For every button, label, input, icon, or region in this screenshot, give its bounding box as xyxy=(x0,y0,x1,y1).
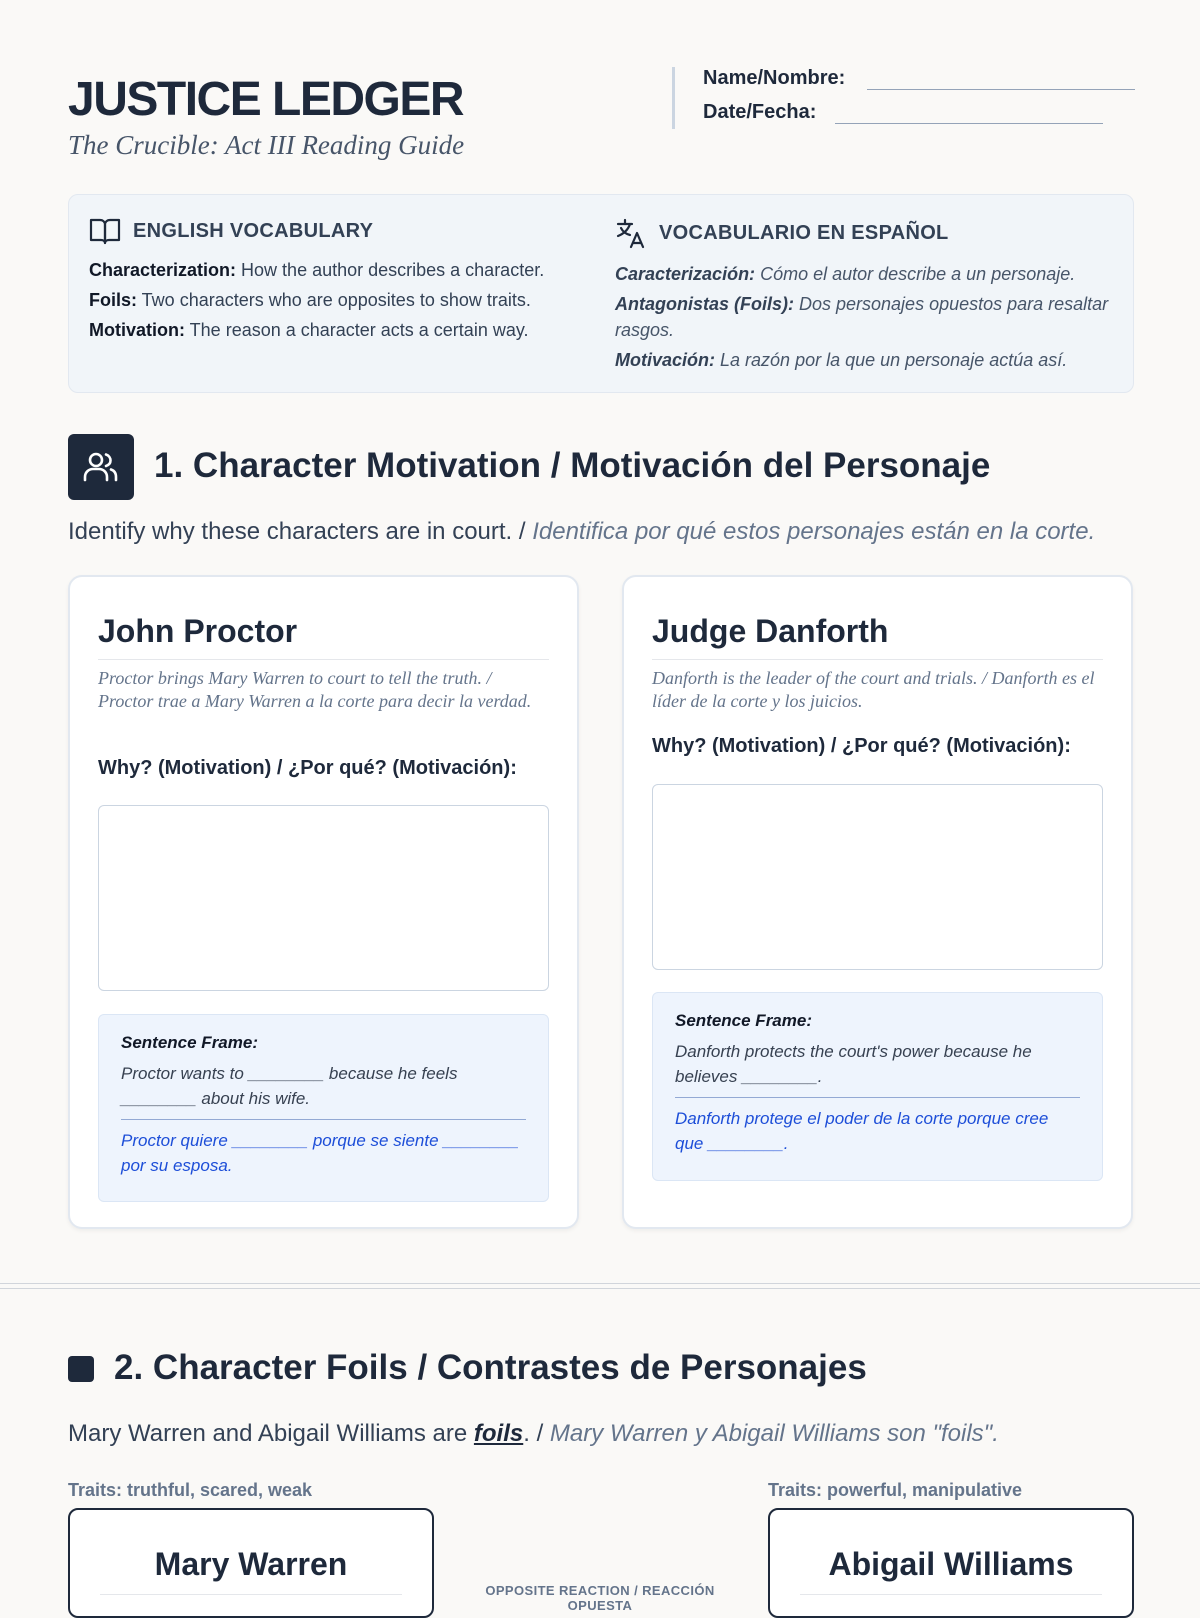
square-icon xyxy=(68,1356,94,1382)
motivation-question: Why? (Motivation) / ¿Por qué? (Motivación): xyxy=(98,757,517,779)
date-line[interactable] xyxy=(835,123,1103,124)
vocab-es-item: Motivación: La razón por la que un personaje actúa así. xyxy=(615,350,1068,370)
vocab-es-item: Caracterización: Cómo el autor describe a un personaje. xyxy=(615,264,1076,284)
opposite-reaction-label: OPPOSITE REACTION / REACCIÓN OPUESTA xyxy=(485,1583,715,1613)
answer-box[interactable] xyxy=(98,805,549,991)
vocab-en-item: Foils: Two characters who are opposites to show traits. xyxy=(89,290,531,310)
book-icon xyxy=(89,217,121,245)
vocab-spanish-heading: VOCABULARIO EN ESPAÑOL xyxy=(615,217,1115,249)
users-icon xyxy=(81,447,121,487)
sentence-frame-label: Sentence Frame: xyxy=(121,1033,258,1052)
date-field[interactable] xyxy=(703,101,816,124)
traits-abigail: Traits: powerful, manipulative xyxy=(768,1480,1023,1500)
name-date-block xyxy=(672,67,1134,129)
name-field[interactable] xyxy=(703,67,845,90)
character-name: John Proctor xyxy=(98,613,298,649)
character-description: Danforth is the leader of the court and trials. / Danforth es el líder de la corte y los juicios. xyxy=(652,668,1095,711)
vocab-spanish xyxy=(615,217,1115,377)
foil-card-mary-warren xyxy=(68,1508,434,1618)
vocab-english xyxy=(89,217,579,347)
section1-badge xyxy=(68,434,134,500)
translate-icon xyxy=(615,217,647,249)
name-label: Name/Nombre: xyxy=(703,67,846,89)
vocabulary-box xyxy=(68,194,1134,393)
divider xyxy=(652,659,1103,660)
character-card-danforth xyxy=(622,575,1133,1229)
divider xyxy=(98,659,549,660)
page-subtitle: The Crucible: Act III Reading Guide xyxy=(68,130,465,160)
vocab-en-item: Characterization: How the author describes a character. xyxy=(89,260,545,280)
page-title: JUSTICE LEDGER xyxy=(68,73,464,126)
traits-mary: Traits: truthful, scared, weak xyxy=(68,1480,313,1500)
section1-instructions: Identify why these characters are in court. / Identifica por qué estos personajes están en la corte. xyxy=(68,518,1096,545)
foil-card-abigail-williams xyxy=(768,1508,1134,1618)
sentence-frame-en: Proctor wants to ________ because he feels ________ about his wife. xyxy=(121,1061,526,1120)
section1-title: 1. Character Motivation / Motivación del Personaje xyxy=(154,446,991,485)
sentence-frame xyxy=(98,1014,549,1202)
sentence-frame-label: Sentence Frame: xyxy=(675,1011,812,1030)
section-divider xyxy=(0,1283,1200,1289)
divider xyxy=(100,1594,402,1595)
divider xyxy=(800,1594,1102,1595)
character-card-proctor xyxy=(68,575,579,1229)
vocab-en-item: Motivation: The reason a character acts a certain way. xyxy=(89,320,529,340)
sentence-frame xyxy=(652,992,1103,1181)
section2-title: 2. Character Foils / Contrastes de Personajes xyxy=(114,1348,867,1387)
vocab-english-heading: ENGLISH VOCABULARY xyxy=(89,217,579,245)
sentence-frame-es: Danforth protege el poder de la corte porque cree que ________. xyxy=(675,1109,1049,1153)
name-line[interactable] xyxy=(867,89,1135,90)
character-description: Proctor brings Mary Warren to court to tell the truth. / Proctor trae a Mary Warren a la corte para decir la verdad. xyxy=(98,668,532,711)
answer-box[interactable] xyxy=(652,784,1103,970)
section2-instructions: Mary Warren and Abigail Williams are foils. / Mary Warren y Abigail Williams son "foils". xyxy=(68,1420,999,1447)
character-name: Judge Danforth xyxy=(652,613,889,649)
foil-name: Mary Warren xyxy=(154,1546,348,1582)
date-label: Date/Fecha: xyxy=(703,101,817,123)
foil-name: Abigail Williams xyxy=(828,1546,1074,1582)
sentence-frame-en: Danforth protects the court's power because he believes ________. xyxy=(675,1039,1080,1098)
motivation-question: Why? (Motivation) / ¿Por qué? (Motivación): xyxy=(652,735,1071,757)
vocab-es-item: Antagonistas (Foils): Dos personajes opuestos para resaltar rasgos. xyxy=(615,294,1109,340)
sentence-frame-es: Proctor quiere ________ porque se siente ________ por su esposa. xyxy=(121,1131,519,1175)
